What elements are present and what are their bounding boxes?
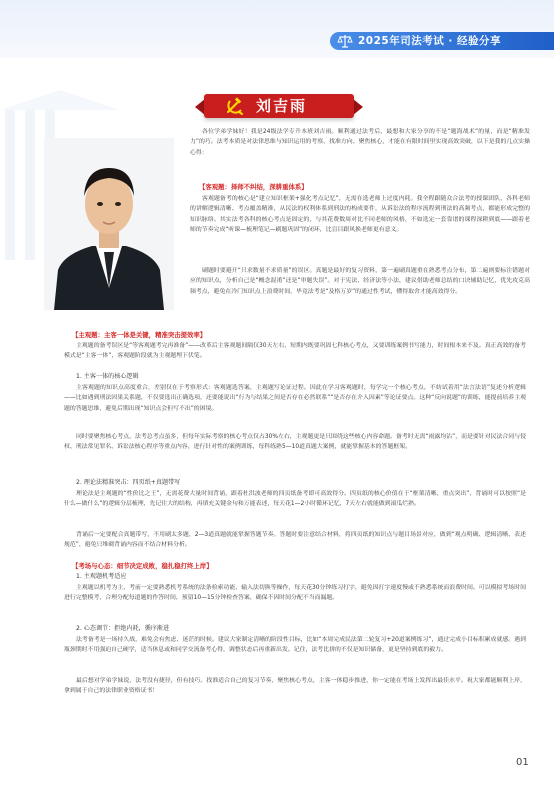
subheading-mindset: 2. 心态调节：拒绝内耗，循序渐进 — [76, 625, 170, 632]
section-heading-subjective: 【主观题：主客一体是关键，精准突击提效率】 — [72, 331, 207, 339]
subheading-computer-exam: 1. 主观题机考适应 — [76, 573, 127, 580]
objective-paragraph-1: 客观题备考的核心是“建立知识框架+强化考点记忆”，无需在选老师上过度内耗。我全程跟随众合法考的授课团队，各科老师的讲解逻辑清晰、考点覆盖精准，从民法的权利体系到刑法的构成要件，从诉讼法的程序流程到刑法的高频考点，都能形成完整的知识脉络。其实法考各科的核心考点是固定的，与其花费数周对比不同老师的风格，不如选定一套靠谱的课程深耕到底——跟着老师的节奏完成“听课—梳理笔记—刷题巩固”的闭环，比盲目跟风换老师更有意义。 — [190, 196, 530, 234]
section-heading-objective: 【客观题：择师不纠结，深耕重体系】 — [199, 183, 308, 191]
intro-paragraph: 各位学弟学妹好！我是24级法学专升本班刘吉雨。顺利通过法考后，最想和大家分享的不是“题海战术”的量，而是“精准发力”的巧。法考本质是对法律思维与知识运用的考察，找准方向、聚焦核心，才能在有限时间里实现高效突破，以下是我的几点实操心得： — [190, 129, 530, 156]
header-title: 2025年司法考试 · 经验分享 — [358, 35, 502, 47]
page-number: 01 — [516, 757, 529, 768]
practice-writing-paragraph: 背诵后一定要配合真题带写，不用刷太多题，2—3道真题就能掌握答题节奏。答题时要注意结合材料，将四页纸的知识点与题目场景对应，做到“观点明确、逻辑清晰、表述规范”，避免只堆砌背诵内容而不结合材料分析。 — [64, 532, 526, 549]
mindset-paragraph: 法考备考是一场持久战，难免会有焦虑、迷茫的时候。建议大家制定清晰的阶段性目标，比如“本周完成民法第二轮复习+20道案例练习”，通过完成小目标积累成就感。遇到瓶颈期时不用强迫自己硬学，适当休息或和同学交流备考心得，调整状态后再重新出发。记住，法考比拼的不仅是知识储备，更是坚持到底的毅力。 — [64, 637, 526, 654]
theory-law-paragraph: 理论法是主观题的“性价比之王”，无需花费大量时间背诵，跟着杜洪波老师的四页纸备考即可高效得分。四页纸的核心价值在于“框架清晰、重点突出”，背诵时可以按照“是什么—做什么”的逻辑分层梳理，先记住大的结构，再填充关键金句和万能表述，每天花1—2小时循环记忆，7天左右就能做到滚瓜烂熟。 — [64, 491, 526, 508]
scales-of-justice-icon — [337, 33, 353, 49]
author-name: 刘吉雨 — [256, 97, 308, 115]
section-heading-exam-mindset: 【考场与心态：细节决定成败，稳扎稳打终上岸】 — [72, 562, 213, 570]
author-photo — [44, 138, 174, 310]
banner-ribbon-right — [353, 99, 363, 115]
objective-paragraph-2: 刷题时要避开“只求数量不求质量”的误区。真题是最好的复习资料，第一遍刷真题重在熟悉考点分布，第二遍则要标注错题对应的知识点，分析自己是“概念混淆”还是“审题失误”。对于宪法、经济法等小法，建议借助老师总结的口诀辅助记忆，优先攻克高频考点，避免在冷门知识点上浪费时间，毕竟法考是“及格万岁”的通过性考试，懂得取舍才能高效得分。 — [190, 268, 530, 295]
integration-logic-paragraph: 主客观题的知识点高度重合，差别仅在于考察形式：客观题选答案，主观题写论证过程。因此在学习客观题时，每学完一个核心考点，不妨试着用“法言法语”复述分析逻辑——比如遇到刑法因果关系题，不仅要选出正确选项，还要能说出“行为与结果之间是否存在必然联系”“是否存在介入因素”等论证要点。这种“反向说题”的训练，能提前培养主观题的答题思维，避免后期出现“知识点会但写不出”的困境。 — [64, 385, 526, 412]
subheading-theory-law: 2. 理论法精准突击：四页纸+真题带写 — [76, 479, 181, 486]
closing-paragraph: 最后想对学弟学妹说，法考没有捷径，但有技巧。找准适合自己的复习节奏，聚焦核心考点，主客一体稳步推进，你一定能在考场上发挥出最佳水平。祝大家都能顺利上岸，拿到属于自己的法律职业资格证书！ — [64, 678, 526, 695]
hammer-sickle-icon — [224, 97, 244, 115]
computer-exam-paragraph: 主观题以机考为主，考前一定要熟悉机考系统的法条检索功能、输入法切换等操作，每天花30分钟练习打字，避免因打字速度慢或不熟悉系统而浪费时间。可以模拟考场时间进行完整模考，合理分配每道题的作答时间，预留10—15分钟检查答案，确保不因时间分配不当而漏题。 — [64, 585, 526, 602]
subjective-paragraph-1: 主观题的备考误区是“等客观题考完再准备”——改革后主客观题间隔仅30天左右，短期内既要巩固七科核心考点，又要训练案例书写能力，时间根本来不及。真正高效的备考模式是“主客一体”，客观题阶段就为主观题埋下伏笔。 — [64, 343, 526, 360]
core-points-paragraph: 同时要聚焦核心考点，法考总考点虽多，但每年实际考察的核心考点仅占30%左右，主观题更是只围绕这些核心内容命题。备考时无需“雨露均沾”，而是要针对民法合同与侵权、刑法常见罪名、诉讼法核心程序等重点内容，进行针对性的案例训练，每科练熟5—10道真题大案例，就能掌握基本的答题框架。 — [64, 434, 526, 451]
subheading-integration-logic: 1. 主客一体的核心逻辑 — [76, 373, 139, 380]
